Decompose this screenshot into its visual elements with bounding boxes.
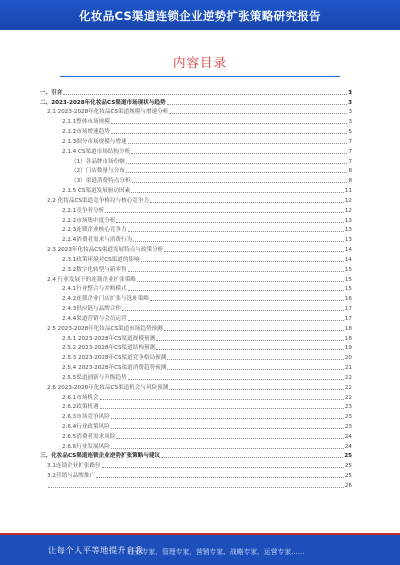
toc-entry-title: 2.5 2023-2028年化妆品CS渠道市场趋势预测 bbox=[47, 325, 163, 332]
toc-entry[interactable] bbox=[40, 233, 352, 243]
toc-entry[interactable] bbox=[40, 194, 352, 204]
toc-dot-leader bbox=[128, 231, 344, 232]
toc-entry-title: 3.1连锁企业扩张路径 bbox=[47, 463, 101, 470]
toc-entry[interactable] bbox=[40, 459, 352, 469]
toc-entry-title: 2.3.2数字化转型与新零售 bbox=[62, 266, 127, 273]
toc-entry-title: 2.1.1整体市场规模 bbox=[62, 119, 110, 126]
toc-entry[interactable] bbox=[40, 214, 352, 224]
toc-dot-leader bbox=[122, 310, 344, 311]
toc-entry-title: 2.5.1 2023-2028年CS渠道规模预测 bbox=[62, 335, 156, 342]
toc-entry[interactable] bbox=[40, 332, 352, 342]
toc-entry-title: 2.2.3连锁企业核心竞争力 bbox=[62, 227, 127, 234]
toc-entry[interactable] bbox=[40, 420, 352, 430]
toc-entry-title: 2.4.2连锁企业门店扩张与选址策略 bbox=[62, 296, 149, 303]
toc-entry[interactable] bbox=[40, 401, 352, 411]
toc-dot-leader bbox=[128, 379, 344, 380]
toc-page-number: 18 bbox=[344, 325, 352, 332]
toc-entry[interactable] bbox=[40, 430, 352, 440]
toc-page-number: 3 bbox=[348, 99, 352, 106]
toc-entry-title: （2）门店数量与分布 bbox=[71, 168, 125, 175]
toc-entry[interactable] bbox=[40, 361, 352, 371]
toc-dot-leader bbox=[111, 428, 344, 429]
toc-dot-leader bbox=[156, 349, 344, 350]
toc-entry-title: （1）各品牌市场份额 bbox=[71, 158, 125, 165]
toc-page-number: 7 bbox=[348, 138, 352, 145]
toc-page-number: 17 bbox=[344, 306, 352, 313]
toc-entry[interactable] bbox=[40, 322, 352, 332]
toc-page-number: 12 bbox=[344, 197, 352, 204]
toc-entry-title: 2.5.5渠道创新与升级趋势 bbox=[62, 374, 127, 381]
toc-entry[interactable] bbox=[40, 96, 352, 106]
toc-entry[interactable] bbox=[40, 283, 352, 293]
toc-page-number: 7 bbox=[348, 158, 352, 165]
toc-entry[interactable] bbox=[40, 165, 352, 175]
toc-dot-leader bbox=[111, 133, 348, 134]
toc-entry[interactable] bbox=[40, 312, 352, 322]
toc-entry-title: 2.5.3 2023-2028年CS渠道竞争格局预测 bbox=[62, 355, 167, 362]
toc-entry-title: 2.2.2市场集中度分析 bbox=[62, 217, 116, 224]
toc-entry[interactable] bbox=[40, 263, 352, 273]
toc-dot-leader bbox=[164, 330, 344, 331]
toc-page-number: 20 bbox=[344, 355, 352, 362]
toc-dot-leader bbox=[169, 113, 347, 114]
toc-entry-title: 2.1 2023-2028年化妆品CS渠道规模与增速分析 bbox=[47, 109, 169, 116]
toc-page-number: 8 bbox=[348, 168, 352, 175]
toc-page-number: 17 bbox=[344, 315, 352, 322]
toc-entry-title: 2.6.3市场竞争风险 bbox=[62, 414, 110, 421]
toc-page-number: 14 bbox=[344, 247, 352, 254]
toc-dot-leader bbox=[132, 182, 348, 183]
toc-entry[interactable] bbox=[40, 273, 352, 283]
toc-dot-leader bbox=[102, 467, 344, 468]
toc-dot-leader bbox=[131, 192, 344, 193]
toc-page-number: 25 bbox=[344, 473, 352, 480]
toc-entry-title: 2.2.1竞争者分析 bbox=[62, 207, 105, 214]
toc-dot-leader bbox=[150, 202, 344, 203]
toc-page-number: 24 bbox=[344, 433, 352, 440]
toc-entry[interactable] bbox=[40, 115, 352, 125]
toc-dot-leader bbox=[128, 271, 344, 272]
toc-dot-leader bbox=[156, 340, 344, 341]
toc-divider bbox=[60, 76, 340, 77]
toc-dot-leader bbox=[111, 448, 344, 449]
toc-entry[interactable] bbox=[40, 125, 352, 135]
toc-dot-leader bbox=[105, 212, 344, 213]
toc-page-number: 5 bbox=[348, 129, 352, 136]
toc-dot-leader bbox=[169, 389, 344, 390]
toc-page-number: 22 bbox=[344, 394, 352, 401]
toc-page-number: 23 bbox=[344, 423, 352, 430]
toc-page-number: 8 bbox=[348, 178, 352, 185]
toc-page-number: 13 bbox=[344, 227, 352, 234]
toc-entry-title: 2.6.4行业政策风险 bbox=[62, 423, 110, 430]
toc-page-number: 13 bbox=[344, 237, 352, 244]
toc-dot-leader bbox=[137, 281, 344, 282]
toc-entry[interactable] bbox=[40, 253, 352, 263]
toc-dot-leader bbox=[167, 369, 344, 370]
toc-entry-title: 三、化妆品CS渠道连锁企业逆势扩张策略与建议 bbox=[40, 453, 161, 460]
toc-entry[interactable] bbox=[40, 440, 352, 450]
toc-entry[interactable] bbox=[40, 371, 352, 381]
toc-entry[interactable] bbox=[40, 204, 352, 214]
toc-entry[interactable] bbox=[40, 469, 352, 479]
toc-dot-leader bbox=[128, 143, 348, 144]
toc-dot-leader bbox=[111, 418, 344, 419]
toc-entry-title: 2.5.2 2023-2028年CS渠道结构预测 bbox=[62, 345, 156, 352]
toc-dot-leader bbox=[167, 104, 347, 105]
toc-page-number: 15 bbox=[344, 266, 352, 273]
toc-entry[interactable] bbox=[40, 302, 352, 312]
toc-entry[interactable] bbox=[40, 155, 352, 165]
toc-entry[interactable] bbox=[40, 145, 352, 155]
toc-entry-title: 2.2.4消费者需求与消费行为 bbox=[62, 237, 133, 244]
toc-dot-leader bbox=[63, 94, 347, 95]
toc-dot-leader bbox=[141, 261, 344, 262]
toc-dot-leader bbox=[48, 487, 344, 488]
toc-page-number: 25 bbox=[344, 463, 352, 470]
toc-page-number: 18 bbox=[344, 335, 352, 342]
toc-entry[interactable] bbox=[40, 243, 352, 253]
toc-entry[interactable] bbox=[40, 450, 352, 460]
toc-entry-title: 2.4 行业发展下的连锁企业扩张策略 bbox=[47, 276, 136, 283]
toc-entry[interactable] bbox=[40, 224, 352, 234]
toc-page-number: 13 bbox=[344, 217, 352, 224]
toc-page-number: 11 bbox=[344, 188, 352, 195]
toc-dot-leader bbox=[131, 153, 347, 154]
toc-entry-title: 3.2营销与品牌推广 bbox=[47, 473, 96, 480]
toc-dot-leader bbox=[128, 290, 344, 291]
toc-page-number: 3 bbox=[348, 89, 352, 96]
toc-dot-leader bbox=[116, 222, 343, 223]
toc-entry-title: 2.1.3细分市场规模与增速 bbox=[62, 138, 127, 145]
toc-dot-leader bbox=[96, 477, 344, 478]
toc-dot-leader bbox=[116, 438, 343, 439]
toc-page-number: 22 bbox=[344, 384, 352, 391]
toc-entry[interactable] bbox=[40, 381, 352, 391]
toc-entry-title: 2.6.2政策机遇 bbox=[62, 404, 99, 411]
toc-dot-leader bbox=[150, 300, 344, 301]
toc-entry[interactable] bbox=[40, 410, 352, 420]
toc-entry-title: 一、引言 bbox=[40, 89, 63, 96]
toc-page-number: 26 bbox=[344, 482, 352, 489]
toc-entry-title: 2.6.1市场机会 bbox=[62, 394, 99, 401]
toc-entry-title: 2.1.5 CS渠道发展驱动因素 bbox=[62, 188, 131, 195]
toc-page-number: 15 bbox=[344, 276, 352, 283]
toc-page-number: 7 bbox=[348, 148, 352, 155]
toc-entry[interactable] bbox=[40, 106, 352, 116]
toc-entry-title: 2.2 化妆品CS渠道竞争格局与核心竞争力 bbox=[47, 197, 150, 204]
toc-page-number: 22 bbox=[344, 374, 352, 381]
toc-entry-title: 2.6.6行业发展风险 bbox=[62, 443, 110, 450]
toc-entry-title: 2.3.1政策环境对CS渠道的影响 bbox=[62, 256, 140, 263]
toc-entry[interactable] bbox=[40, 135, 352, 145]
toc-entry-title: 2.6 2023-2028年化妆品CS渠道机会与风险预测 bbox=[47, 384, 169, 391]
toc-page-number: 14 bbox=[344, 256, 352, 263]
toc-dot-leader bbox=[126, 172, 348, 173]
toc-dot-leader bbox=[100, 408, 344, 409]
toc-dot-leader bbox=[100, 399, 344, 400]
report-title: 化妆品CS渠道连锁企业逆势扩张策略研究报告 bbox=[79, 9, 321, 23]
toc-dot-leader bbox=[161, 457, 343, 458]
toc-entry[interactable] bbox=[40, 391, 352, 401]
toc-entry[interactable] bbox=[40, 86, 352, 96]
toc-dot-leader bbox=[111, 123, 348, 124]
toc-page-number: 23 bbox=[344, 404, 352, 411]
footer-accent-stripe bbox=[0, 533, 400, 535]
toc-page-number: 3 bbox=[348, 119, 352, 126]
toc-page-number: 15 bbox=[344, 286, 352, 293]
footer-slogan: 让每个人平等地提升自我 bbox=[48, 545, 144, 555]
toc-page-number: 24 bbox=[344, 443, 352, 450]
toc-page-number: 3 bbox=[348, 109, 352, 116]
toc-entry[interactable] bbox=[40, 184, 352, 194]
toc-entry[interactable] bbox=[40, 292, 352, 302]
toc-dot-leader bbox=[164, 251, 344, 252]
toc-dot-leader bbox=[167, 359, 344, 360]
table-of-contents bbox=[40, 86, 352, 489]
toc-dot-leader bbox=[128, 320, 344, 321]
toc-entry-title: 2.4.4渠道营销与会员运营 bbox=[62, 315, 127, 322]
toc-entry-title: 2.3 2023年化妆品CS渠道发展特点与政策分析 bbox=[47, 247, 164, 254]
toc-page-number: 23 bbox=[344, 414, 352, 421]
toc-entry-title: 2.1.4 CS渠道市场结构分析 bbox=[62, 148, 131, 155]
toc-page-number: 25 bbox=[344, 453, 352, 460]
toc-entry[interactable] bbox=[40, 342, 352, 352]
toc-entry-title: 2.1.2市场增速趋势 bbox=[62, 129, 110, 136]
toc-entry[interactable] bbox=[40, 479, 352, 489]
toc-page-number: 16 bbox=[344, 296, 352, 303]
toc-page-number: 12 bbox=[344, 207, 352, 214]
toc-entry-title: 2.6.5消费者需求风险 bbox=[62, 433, 116, 440]
toc-dot-leader bbox=[133, 241, 344, 242]
toc-dot-leader bbox=[126, 163, 348, 164]
toc-page-number: 21 bbox=[344, 365, 352, 372]
toc-entry-title: 二、2023-2028年化妆品CS渠道市场现状与趋势 bbox=[40, 99, 166, 106]
toc-entry-title: 2.4.3供应链与品牌合作 bbox=[62, 306, 121, 313]
toc-entry[interactable] bbox=[40, 351, 352, 361]
report-header-bar bbox=[0, 0, 400, 30]
toc-page-number: 19 bbox=[344, 345, 352, 352]
toc-entry-title: （3）渠道消费特点分析 bbox=[71, 178, 131, 185]
footer-expert-list: 行业专家、管理专家、营销专家、战略专家、运营专家…… bbox=[128, 548, 305, 556]
toc-entry[interactable] bbox=[40, 174, 352, 184]
toc-entry-title: 2.4.1行业整合与并购模式 bbox=[62, 286, 127, 293]
toc-entry-title: 2.5.4 2023-2028年CS渠道消费趋势预测 bbox=[62, 365, 167, 372]
toc-title: 内容目录 bbox=[172, 55, 227, 70]
